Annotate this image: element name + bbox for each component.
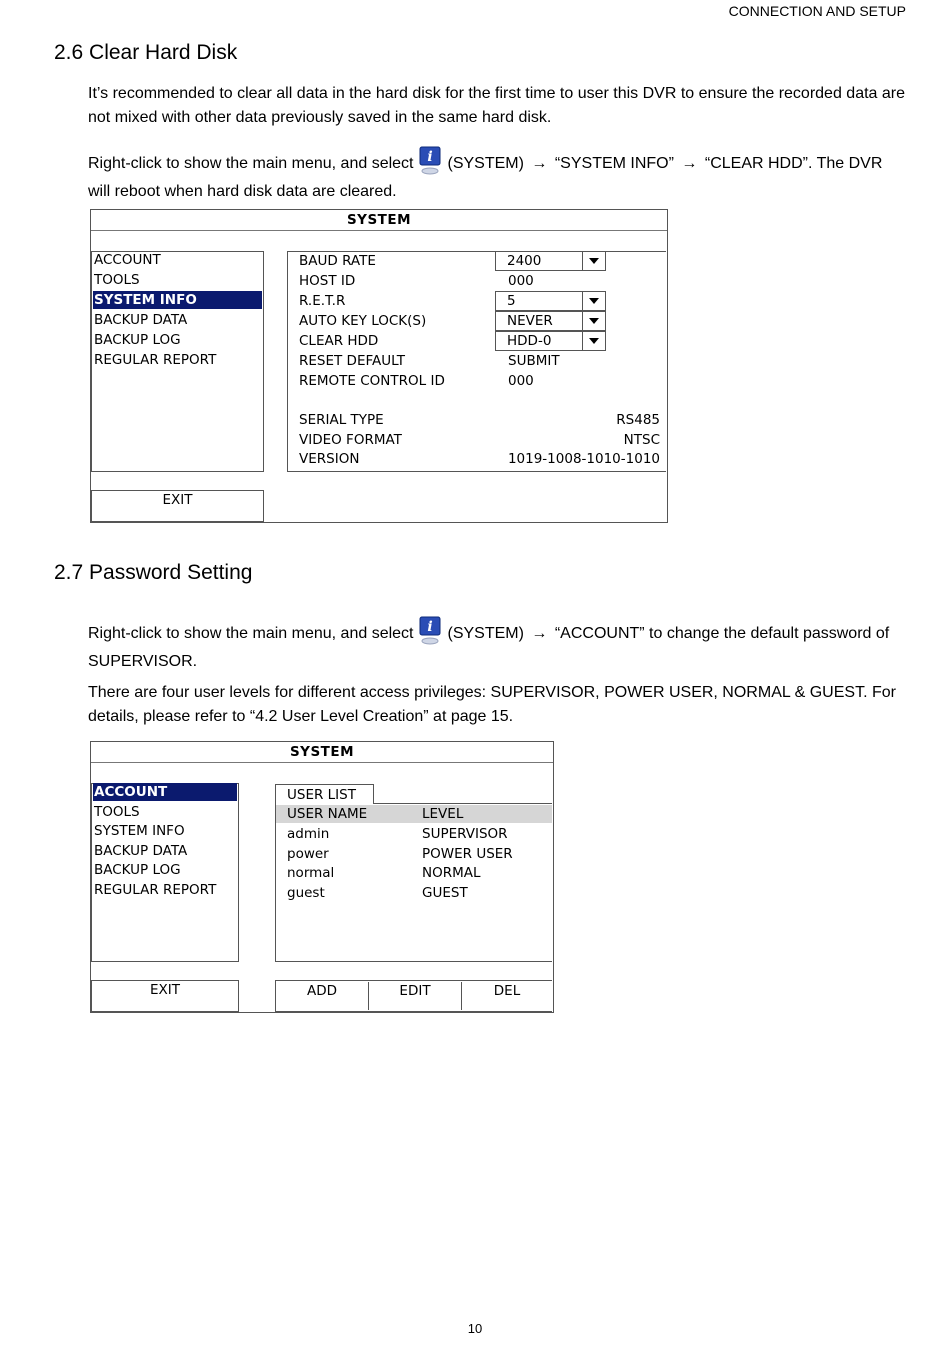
remote-control-id-value[interactable]: 000 [508, 373, 534, 389]
user-list-area [275, 803, 552, 962]
user-list-header-row [276, 805, 552, 823]
info-value: 1019-1008-1010-1010 [507, 451, 660, 467]
dropdown-value: HDD-0 [507, 333, 552, 349]
dropdown-value: 2400 [507, 253, 542, 269]
menu-item-backup-log[interactable]: BACKUP LOG [94, 332, 181, 348]
menu-item-regular-report[interactable]: REGULAR REPORT [94, 352, 217, 368]
paragraph-clear-hdd-steps [88, 146, 908, 206]
table-row[interactable] [276, 845, 552, 863]
setting-label: REMOTE CONTROL ID [299, 373, 445, 389]
chevron-down-icon[interactable] [582, 312, 605, 330]
info-label: VERSION [299, 451, 360, 467]
step-clear-hdd: “CLEAR HDD”. The DVR will reboot when hard disk data are cleared. [88, 155, 883, 200]
page-header: CONNECTION AND SETUP [728, 3, 906, 19]
menu-item-backup-data[interactable]: BACKUP DATA [94, 312, 188, 328]
setting-label: CLEAR HDD [299, 333, 379, 349]
svg-text:i: i [427, 619, 434, 635]
retr-dropdown[interactable] [495, 291, 606, 311]
user-level-cell: POWER USER [422, 846, 513, 862]
user-name-cell: guest [287, 885, 325, 901]
system-icon [419, 146, 441, 176]
host-id-value[interactable]: 000 [508, 273, 534, 289]
user-name-cell: power [287, 846, 329, 862]
panel-title: SYSTEM [91, 210, 667, 231]
menu-item-backup-log[interactable]: BACKUP LOG [94, 862, 181, 878]
exit-label: EXIT [162, 492, 193, 508]
table-row[interactable] [276, 884, 552, 902]
baud-rate-dropdown[interactable] [495, 251, 606, 271]
dropdown-value: NEVER [507, 313, 553, 329]
info-value: NTSC [623, 432, 660, 448]
column-header-user-name: USER NAME [287, 806, 368, 822]
user-actions-bar [275, 980, 552, 1012]
reset-default-submit-button[interactable]: SUBMIT [508, 353, 560, 369]
step-system-info: “SYSTEM INFO” [554, 155, 674, 172]
paragraph-clear-hdd-intro: It’s recommended to clear all data in the hard disk for the first time to user this DVR to ensure the recorded data are not mixed with other data previously saved in the same hard disk. [88, 85, 905, 126]
menu-item-tools[interactable]: TOOLS [94, 272, 140, 288]
menu-item-tools[interactable]: TOOLS [94, 804, 140, 820]
menu-item-system-info[interactable]: SYSTEM INFO [93, 291, 262, 309]
user-level-cell: NORMAL [422, 865, 481, 881]
paragraph-password-steps [88, 616, 908, 676]
step-system: (SYSTEM) [447, 155, 524, 172]
side-menu [91, 251, 264, 472]
tab-user-list[interactable] [275, 784, 374, 804]
menu-item-regular-report[interactable]: REGULAR REPORT [94, 882, 217, 898]
exit-button[interactable] [91, 490, 264, 522]
user-level-cell: SUPERVISOR [422, 826, 508, 842]
panel-title: SYSTEM [91, 742, 553, 763]
section-title-password: 2.7 Password Setting [54, 561, 253, 584]
table-row[interactable] [276, 825, 552, 843]
section-title-clear-hdd: 2.6 Clear Hard Disk [54, 41, 238, 64]
menu-item-account[interactable]: ACCOUNT [93, 783, 237, 801]
setting-label: HOST ID [299, 273, 356, 289]
svg-text:i: i [427, 149, 434, 165]
account-panel [90, 741, 554, 1013]
info-label: SERIAL TYPE [299, 412, 384, 428]
exit-button[interactable] [91, 980, 239, 1012]
delete-user-button[interactable]: DEL [493, 983, 521, 999]
menu-item-backup-data[interactable]: BACKUP DATA [94, 843, 188, 859]
arrow-icon: → [681, 155, 698, 172]
paragraph-user-levels: There are four user levels for different access privileges: SUPERVISOR, POWER USER, NORMAL & GUEST. For details, please refer to “4.2 User Level Creation” at page 15. [88, 684, 896, 725]
side-menu [91, 783, 239, 962]
edit-user-button[interactable]: EDIT [369, 982, 462, 1010]
step-account: “ACCOUNT” to change the default password of SUPERVISOR. [88, 625, 890, 670]
info-value: RS485 [616, 412, 660, 428]
panel-subheader [91, 231, 667, 251]
setting-label: BAUD RATE [299, 253, 376, 269]
step-text: Right-click to show the main menu, and select [88, 625, 414, 642]
system-icon [419, 616, 441, 646]
setting-label: AUTO KEY LOCK(S) [299, 313, 427, 329]
user-level-cell: GUEST [422, 885, 468, 901]
table-row[interactable] [276, 864, 552, 882]
info-label: VIDEO FORMAT [299, 432, 402, 448]
settings-area [287, 251, 666, 472]
arrow-icon: → [531, 155, 548, 172]
user-name-cell: admin [287, 826, 330, 842]
clear-hdd-dropdown[interactable] [495, 331, 606, 351]
setting-label: R.E.T.R [299, 293, 346, 309]
chevron-down-icon[interactable] [582, 292, 605, 310]
user-name-cell: normal [287, 865, 335, 881]
exit-label: EXIT [149, 982, 180, 998]
dropdown-value: 5 [507, 293, 516, 309]
system-info-panel [90, 209, 668, 523]
auto-key-lock-dropdown[interactable] [495, 311, 606, 331]
arrow-icon: → [531, 625, 548, 642]
menu-item-system-info[interactable]: SYSTEM INFO [94, 823, 185, 839]
menu-item-account[interactable]: ACCOUNT [94, 252, 161, 268]
column-header-level: LEVEL [422, 806, 464, 822]
step-system: (SYSTEM) [447, 625, 524, 642]
add-user-button[interactable]: ADD [276, 982, 369, 1010]
page-number: 10 [467, 1321, 483, 1336]
setting-label: RESET DEFAULT [299, 353, 406, 369]
chevron-down-icon[interactable] [582, 252, 605, 270]
step-text: Right-click to show the main menu, and select [88, 155, 414, 172]
chevron-down-icon[interactable] [582, 332, 605, 350]
panel-subheader [91, 763, 553, 783]
tab-label: USER LIST [287, 787, 356, 803]
